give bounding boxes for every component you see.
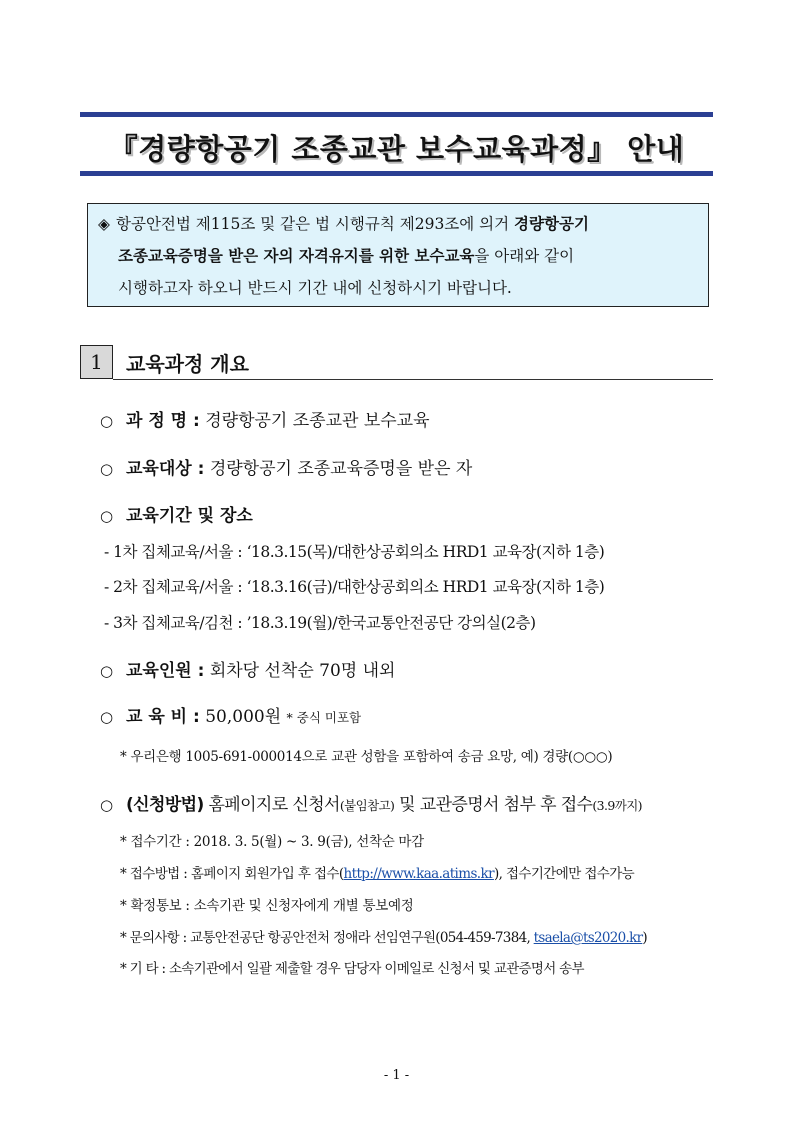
notice-line-2: [98, 240, 700, 272]
contact-email-link[interactable]: tsaela@ts2020.kr: [533, 930, 643, 946]
diamond-bullet-icon: ◈: [98, 215, 110, 233]
page-title: 『경량항공기 조종교관 보수교육과정』 안내: [108, 132, 685, 166]
course-value: 경량항공기 조종교관 보수교육: [205, 411, 430, 431]
fee-row: [100, 702, 361, 727]
title-rule-bottom: [80, 171, 713, 176]
apply-label: (신청방법): [126, 795, 204, 815]
contact-note: [120, 926, 647, 946]
section-title: 교육과정 개요: [126, 352, 249, 376]
notice-text: 항공안전법 제115조 및 같은 법 시행규칙 제293조에 의거: [116, 215, 515, 233]
period-item-2: - 2차 집체교육/서울 : ‘18.3.16(금)/대한상공회의소 HRD1 교육장(지하 1층): [104, 578, 605, 596]
people-row: [100, 656, 395, 681]
notice-text: 시행하고자 하오니 반드시 기간 내에 신청하시기 바랍니다.: [118, 279, 512, 297]
people-value: 회차당 선착순 70명 내외: [209, 661, 396, 681]
course-name-row: [100, 406, 430, 431]
contact-note-text: ): [642, 930, 647, 946]
apply-small-note: (붙임참고): [339, 798, 395, 813]
section-underline: [113, 379, 713, 381]
page-number: - 1 -: [383, 1068, 410, 1083]
fee-label: 교 육 비 :: [126, 707, 200, 727]
circle-bullet-icon: ○: [100, 796, 113, 814]
notice-text: 을 아래와 같이: [474, 247, 575, 265]
circle-bullet-icon: ○: [100, 708, 114, 726]
title-banner: [80, 112, 713, 176]
circle-bullet-icon: ○: [100, 507, 114, 525]
contact-note-text: * 문의사항 : 교통안전공단 항공안전처 정애라 선임연구원(054-459-7384,: [120, 930, 534, 946]
target-label: 교육대상 :: [126, 459, 205, 479]
notice-bold-text: 경량항공기: [514, 215, 589, 233]
course-label: 과 정 명 :: [126, 411, 200, 431]
apply-value: 홈페이지로 신청서: [208, 795, 340, 815]
method-note-text: * 접수방법 : 홈페이지 회원가입 후 접수(: [120, 866, 344, 882]
circle-bullet-icon: ○: [100, 460, 114, 478]
fee-note: * 중식 미포함: [286, 710, 362, 725]
apply-value: 및 교관증명서 첨부 후 접수: [394, 795, 593, 815]
people-label: 교육인원 :: [126, 661, 205, 681]
period-item-1: - 1차 집체교육/서울 : ‘18.3.15(목)/대한상공회의소 HRD1 교육장(지하 1층): [104, 543, 605, 561]
period-item-3: - 3차 집체교육/김천 : ’18.3.19(월)/한국교통안전공단 강의실(2층): [104, 614, 536, 632]
target-value: 경량항공기 조종교육증명을 받은 자: [209, 459, 473, 479]
period-label: 교육기간 및 장소: [126, 506, 253, 526]
circle-bullet-icon: ○: [100, 662, 114, 680]
notice-line-1: [98, 208, 700, 240]
period-row: [100, 501, 253, 526]
section-header: [80, 345, 713, 381]
circle-bullet-icon: ○: [100, 412, 114, 430]
apply-row: [100, 790, 642, 815]
confirm-note: * 확정통보 : 소속기관 및 신청자에게 개별 통보예정: [120, 898, 414, 914]
apply-deadline: (3.9까지): [592, 798, 642, 813]
title-rule-top: [80, 112, 713, 117]
notice-line-3: [98, 272, 700, 304]
method-note-text: ), 접수기간에만 접수가능: [493, 866, 635, 882]
target-row: [100, 454, 472, 479]
fee-value: 50,000원: [205, 707, 282, 727]
method-note: [120, 862, 634, 882]
period-note: * 접수기간 : 2018. 3. 5(월) ~ 3. 9(금), 선착순 마감: [120, 834, 424, 850]
etc-note: * 기 타 : 소속기관에서 일괄 제출할 경우 담당자 이메일로 신청서 및 교관증명서 송부: [120, 961, 584, 977]
homepage-link[interactable]: http://www.kaa.atims.kr: [343, 866, 494, 882]
bank-note: * 우리은행 1005-691-000014으로 교관 성함을 포함하여 송금 요망, 예) 경량(○○○): [120, 749, 613, 765]
notice-bold-text: 조종교육증명을 받은 자의 자격유지를 위한 보수교육: [118, 247, 475, 265]
notice-box: [87, 203, 709, 307]
section-number: 1: [80, 345, 113, 379]
